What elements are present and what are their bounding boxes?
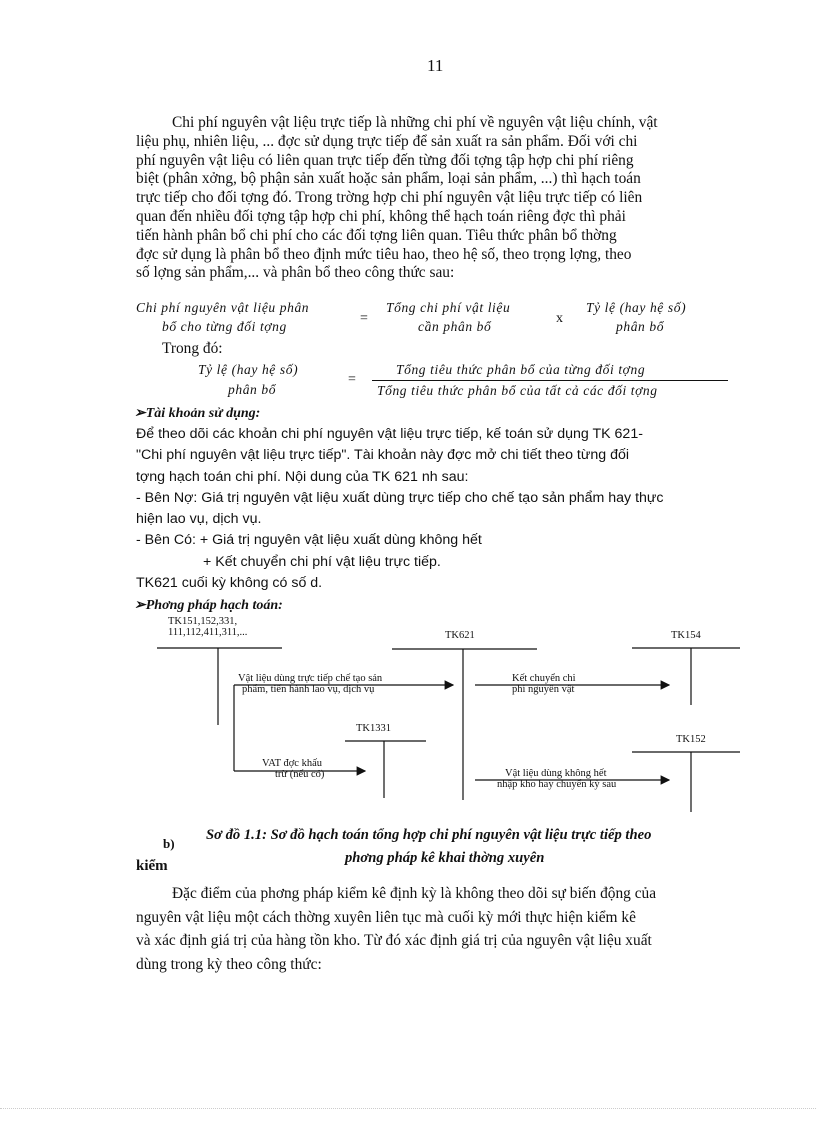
flow-vat-label xyxy=(262,758,324,780)
ratio-left-bottom: phân bổ xyxy=(228,382,277,397)
tk154-label: TK154 xyxy=(671,630,701,641)
page-number: 11 xyxy=(427,56,444,75)
content-line: Để theo dõi các khoản chi phí nguyên vật liệu trực tiếp, kế toán sử dụng TK 621- xyxy=(136,426,643,442)
paragraph-line: tiến hành phân bổ chi phí cho các đối tợng liên quan. Tiêu thức phân bổ thờng xyxy=(136,226,617,244)
page-bottom-rule xyxy=(0,1108,816,1109)
equals-sign: = xyxy=(360,311,368,326)
flow-return-label xyxy=(497,768,616,790)
tk1331-label: TK1331 xyxy=(356,723,391,734)
formula-left-top: Chi phí nguyên vật liệu phân xyxy=(136,300,310,315)
equals-sign: = xyxy=(348,372,356,387)
arrow-bullet-icon: ➢ xyxy=(134,598,146,613)
paragraph-line: trực tiếp cho đối tợng đó. Trong trờng hợp chi phí nguyên vật liệu trực tiếp có liên xyxy=(136,189,643,207)
arrow-bullet-icon: ➢ xyxy=(134,406,146,421)
flow-label-line: VAT đợc khấu xyxy=(262,758,322,769)
paragraph-line: nguyên vật liệu một cách thờng xuyên liên tục mà cuối kỳ mới thực hiện kiểm kê xyxy=(136,908,636,926)
paragraph-line: đợc sử dụng là phân bổ theo định mức tiêu hao, theo hệ số, theo trọng lợng, theo xyxy=(136,245,632,263)
section-title: Phơng pháp hạch toán: xyxy=(145,598,283,613)
figure-caption-line2: phơng pháp kê khai thờng xuyên xyxy=(345,850,545,866)
paragraph-line: quan đến nhiều đối tợng tập hợp chi phí, không thể hạch toán riêng đợc thì phải xyxy=(136,207,626,225)
paragraph-line: Chi phí nguyên vật liệu trực tiếp là những chi phí về nguyên vật liệu chính, vật xyxy=(172,114,658,131)
tk-source-label xyxy=(168,616,247,638)
tk-source-line: 111,112,411,311,... xyxy=(168,627,248,638)
list-marker: b) xyxy=(163,836,175,851)
ratio-left-top: Tỷ lệ (hay hệ số) xyxy=(198,362,299,377)
paragraph-line: Đặc điểm của phơng pháp kiểm kê định kỳ là không theo dõi sự biến động của xyxy=(172,885,657,902)
flow-transfer-label xyxy=(512,673,576,695)
times-sign: x xyxy=(556,311,563,326)
formula-left-bottom: bổ cho từng đối tợng xyxy=(162,319,287,334)
figure-caption-line1: Sơ đồ 1.1: Sơ đồ hạch toán tổng hợp chi phí nguyên vật liệu trực tiếp theo xyxy=(206,827,652,843)
paragraph-line: biệt (phân xởng, bộ phận sản xuất hoặc sản phẩm, loại sản phẩm, ...) thì hạch toán xyxy=(136,170,641,188)
tk-source-line: TK151,152,331, xyxy=(168,616,238,627)
closing-paragraph xyxy=(136,882,740,976)
content-line: hiện lao vụ, dịch vụ. xyxy=(136,511,262,528)
content-line: - Bên Có: + Giá trị nguyên vật liệu xuất dùng không hết xyxy=(136,532,482,549)
formula-mid-bottom: cần phân bổ xyxy=(418,319,492,334)
paragraph-line: phí nguyên vật liệu có liên quan trực tiếp đến từng đối tợng tập hợp chi phí riêng xyxy=(136,151,634,169)
formula-mid-top: Tổng chi phí vật liệu xyxy=(386,300,511,315)
flow-label-line: Vật liệu dùng trực tiếp chế tạo sản xyxy=(238,673,383,684)
orphan-word: kiểm xyxy=(136,858,168,874)
flow-label-line: Vật liệu dùng không hết xyxy=(505,768,607,779)
paragraph-line: liệu phụ, nhiên liệu, ... đợc sử dụng trực tiếp để sản xuất ra sản phẩm. Đối với chi xyxy=(136,132,638,150)
formula-right-top: Tỷ lệ (hay hệ số) xyxy=(586,300,687,315)
content-line: TK621 cuối kỳ không có số d. xyxy=(136,575,323,592)
paragraph-line: và xác định giá trị của hàng tồn kho. Từ đó xác định giá trị của nguyên vật liệu xuất xyxy=(136,932,652,949)
content-line: - Bên Nợ: Giá trị nguyên vật liệu xuất dùng trực tiếp cho chế tạo sản phẩm hay thực xyxy=(136,489,664,506)
formula-right-bottom: phân bổ xyxy=(616,319,665,334)
flow-label-line: Kết chuyển chi xyxy=(512,673,576,684)
section-title: Tài khoản sử dụng: xyxy=(145,406,261,421)
paragraph-line: số lợng sản phẩm,... và phân bổ theo công thức sau: xyxy=(136,264,455,282)
tk621-label: TK621 xyxy=(445,630,475,641)
ratio-denominator: Tổng tiêu thức phân bổ của tất cả các đối tợng xyxy=(377,383,658,398)
content-line: tợng hạch toán chi phí. Nội dung của TK 621 nh sau: xyxy=(136,468,469,485)
flow-label-line: trừ (nếu có) xyxy=(275,769,325,780)
flow-label-line: nhập kho hay chuyển kỳ sau xyxy=(497,779,617,790)
paragraph-line: dùng trong kỳ theo công thức: xyxy=(136,955,322,973)
content-line: + Kết chuyển chi phí vật liệu trực tiếp. xyxy=(136,553,441,570)
content-line: "Chi phí nguyên vật liệu trực tiếp". Tài khoản này đợc mở chi tiết theo từng đối xyxy=(136,447,630,464)
flow-materials-label xyxy=(238,673,382,695)
where-label: Trong đó: xyxy=(162,340,223,357)
tk152-label: TK152 xyxy=(676,734,706,745)
ratio-numerator: Tổng tiêu thức phân bổ của từng đối tợng xyxy=(396,362,646,377)
flow-label-line: phẩm, tiến hành lao vụ, dịch vụ xyxy=(242,684,375,695)
flow-label-line: phí nguyên vật xyxy=(512,684,575,695)
